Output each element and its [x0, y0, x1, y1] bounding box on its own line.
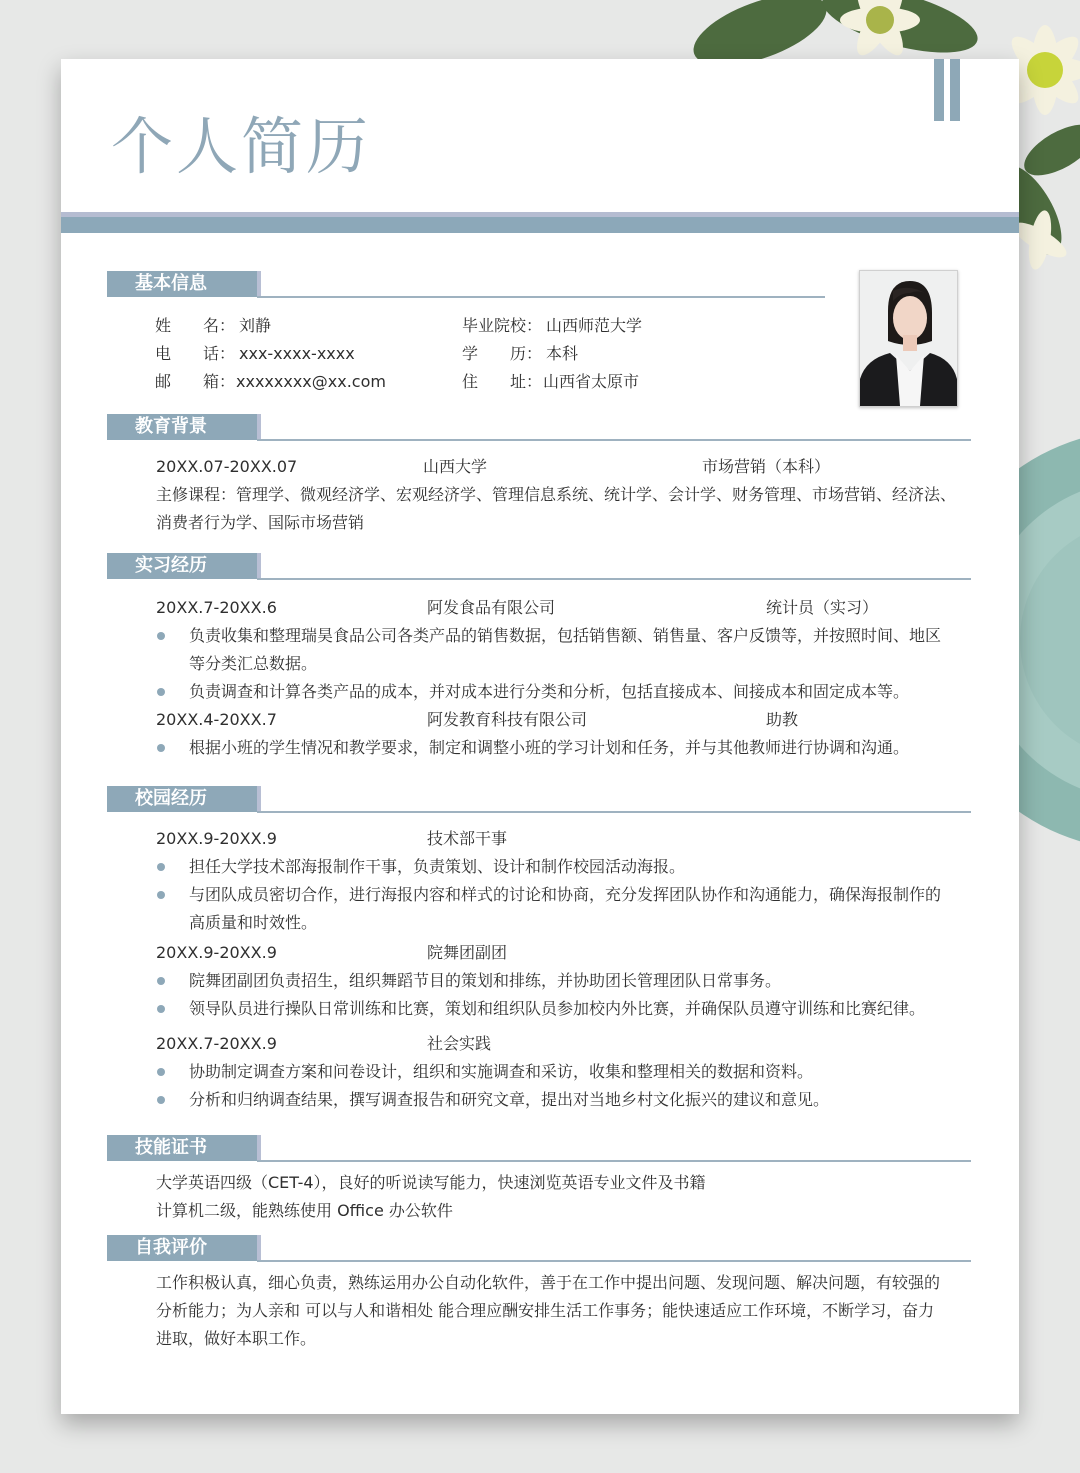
- intern1-bullet1-line1: 负责收集和整理瑞昊食品公司各类产品的销售数据，包括销售额、销售量、客户反馈等，并按照时间、地区: [189, 626, 942, 645]
- phone-label-a: 电: [155, 344, 172, 363]
- corner-bars: [934, 59, 962, 121]
- bullet-dot: [157, 1005, 165, 1013]
- self-eval-line3: 进取，做好本职工作。: [156, 1329, 317, 1348]
- intern1-period: 20XX.7-20XX.6: [156, 598, 277, 617]
- bullet-dot: [157, 891, 165, 899]
- section-title-campus: 校园经历: [107, 786, 257, 812]
- address-value: 山西省太原市: [543, 372, 640, 391]
- bullet-dot: [157, 1096, 165, 1104]
- campus1-period: 20XX.9-20XX.9: [156, 829, 277, 848]
- campus2-bullet1: 院舞团副团负责招生，组织舞蹈节目的策划和排练，并协助团长管理团队日常事务。: [189, 971, 782, 990]
- intern2-org: 阿发教育科技有限公司: [427, 710, 588, 729]
- section-title-self: 自我评价: [107, 1235, 257, 1261]
- degree-label-b: 历：: [510, 344, 543, 363]
- bullet-dot: [157, 744, 165, 752]
- bullet-dot: [157, 863, 165, 871]
- intern1-role: 统计员（实习）: [766, 598, 879, 617]
- intern1-bullet2: 负责调查和计算各类产品的成本，并对成本进行分类和分析，包括直接成本、间接成本和固定成本等。: [189, 682, 910, 701]
- edu-courses-line1: 主修课程：管理学、微观经济学、宏观经济学、管理信息系统、统计学、会计学、财务管理、市场营销、经济法、: [156, 485, 957, 504]
- section-title-education: 教育背景: [107, 414, 257, 440]
- campus3-period: 20XX.7-20XX.9: [156, 1034, 277, 1053]
- name-label-a: 姓: [155, 316, 172, 335]
- edu-period: 20XX.07-20XX.07: [156, 457, 298, 476]
- campus3-bullet1: 协助制定调查方案和问卷设计，组织和实施调查和采访，收集和整理相关的数据和资料。: [189, 1062, 814, 1081]
- email-label-a: 邮: [155, 372, 172, 391]
- campus1-bullet1: 担任大学技术部海报制作干事，负责策划、设计和制作校园活动海报。: [189, 857, 686, 876]
- skills-line1: 大学英语四级（CET-4），良好的听说读写能力，快速浏览英语专业文件及书籍: [156, 1173, 706, 1192]
- bullet-dot: [157, 632, 165, 640]
- edu-courses-line2: 消费者行为学、国际市场营销: [156, 513, 365, 532]
- campus3-role: 社会实践: [427, 1034, 492, 1053]
- bullet-dot: [157, 1068, 165, 1076]
- bullet-dot: [157, 977, 165, 985]
- campus2-role: 院舞团副团: [427, 943, 508, 962]
- intern2-bullet1: 根据小班的学生情况和教学要求，制定和调整小班的学习计划和任务，并与其他教师进行协调和沟通。: [189, 738, 910, 757]
- intern2-role: 助教: [766, 710, 799, 729]
- campus1-bullet2-line1: 与团队成员密切合作，进行海报内容和样式的讨论和协商，充分发挥团队协作和沟通能力，确保海报制作的: [189, 885, 942, 904]
- campus1-role: 技术部干事: [427, 829, 508, 848]
- self-eval-line2: 分析能力；为人亲和 可以与人和谐相处 能合理应酬安排生活工作事务；能快速适应工作环境，不断学习，奋力: [156, 1301, 935, 1320]
- address-label-b: 址：: [510, 372, 543, 391]
- page-title: 个人简历: [111, 110, 372, 183]
- school-value: 山西师范大学: [546, 316, 643, 335]
- campus2-period: 20XX.9-20XX.9: [156, 943, 277, 962]
- section-title-basic: 基本信息: [107, 271, 257, 297]
- intern1-org: 阿发食品有限公司: [427, 598, 556, 617]
- header-band: [61, 217, 1019, 233]
- edu-school: 山西大学: [423, 457, 488, 476]
- self-eval-line1: 工作积极认真，细心负责，熟练运用办公自动化软件，善于在工作中提出问题、发现问题、解决问题，有较强的: [156, 1273, 941, 1292]
- name-label-b: 名：: [203, 316, 236, 335]
- email-label-b: 箱：: [203, 372, 236, 391]
- section-title-internship: 实习经历: [107, 553, 257, 579]
- phone-label-b: 话：: [203, 344, 236, 363]
- degree-value: 本科: [546, 344, 579, 363]
- school-label: 毕业院校：: [462, 316, 543, 335]
- campus3-bullet2: 分析和归纳调查结果，撰写调查报告和研究文章，提出对当地乡村文化振兴的建议和意见。: [189, 1090, 830, 1109]
- campus2-bullet2: 领导队员进行操队日常训练和比赛，策划和组织队员参加校内外比赛，并确保队员遵守训练和比赛纪律。: [189, 999, 926, 1018]
- intern1-bullet1-line2: 等分类汇总数据。: [189, 654, 318, 673]
- address-label-a: 住: [462, 372, 479, 391]
- edu-major: 市场营销（本科）: [702, 457, 831, 476]
- skills-line2: 计算机二级，能熟练使用 Office 办公软件: [156, 1201, 453, 1220]
- degree-label-a: 学: [462, 344, 479, 363]
- email-value: xxxxxxxx@xx.com: [236, 372, 386, 391]
- phone-value: xxx-xxxx-xxxx: [239, 344, 355, 363]
- resume-paper: [61, 59, 1019, 1414]
- section-title-skills: 技能证书: [107, 1135, 257, 1161]
- bullet-dot: [157, 688, 165, 696]
- profile-photo: [859, 270, 958, 407]
- intern2-period: 20XX.4-20XX.7: [156, 710, 277, 729]
- campus1-bullet2-line2: 高质量和时效性。: [189, 913, 318, 932]
- name-value: 刘静: [239, 316, 272, 335]
